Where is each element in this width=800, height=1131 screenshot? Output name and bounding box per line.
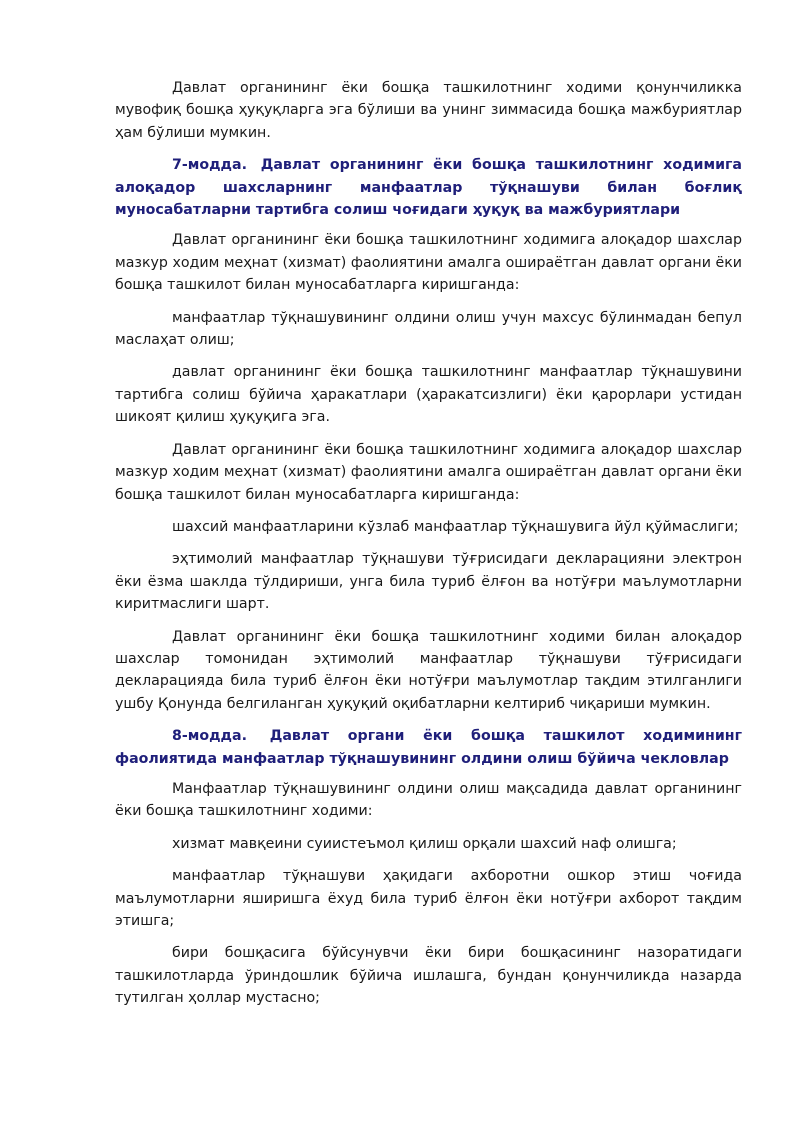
paragraph-4: манфаатлар тўқнашувининг олдини олиш учун махсус бўлинмадан бепул маслаҳат олиш;: [115, 309, 742, 349]
paragraph-3: Давлат органининг ёки бошқа ташкилотнинг ходимига алоқадор шахслар мазкур ходим меҳнат (хизмат) фаолиятини амалга ошираётган давлат органи ёки бошқа ташкилот билан муносабатларга киришганда:: [115, 232, 742, 294]
article-8-heading: [115, 725, 742, 770]
article-7-title: Давлат органининг ёки бошқа ташкилотнинг ходимига алоқадор шахсларнинг манфаатлар тўқнашуви билан боғлиқ муносабатларни тартибга солиш чоғидаги ҳуқуқ ва мажбуриятлари: [115, 157, 742, 219]
paragraph-5: давлат органининг ёки бошқа ташкилотнинг манфаатлар тўқнашувини тартибга солиш бўйича ҳаракатлари (ҳаракатсизлиги) ёки қарорлари устидан шикоят қилиш ҳуқуқига эга.: [115, 364, 742, 426]
paragraph-12: хизмат мавқеини суиистеъмол қилиш орқали шахсий наф олишга;: [172, 835, 677, 852]
paragraph-14: бири бошқасига бўйсунувчи ёки бири бошқасининг назоратидаги ташкилотларда ўриндошлик бўйича ишлашга, бундан қонунчиликда назарда тутилган ҳоллар мустасно;: [115, 945, 742, 1007]
paragraph-1: Давлат органининг ёки бошқа ташкилотнинг ходими қонунчиликка мувофиқ бошқа ҳуқуқларга эга бўлиши ва унинг зиммасида бошқа мажбуриятлар ҳам бўлиши мумкин.: [115, 80, 742, 141]
article-8-number: 8-модда.: [172, 728, 247, 745]
document-page: [115, 77, 742, 1020]
paragraph-6: Давлат органининг ёки бошқа ташкилотнинг ходимига алоқадор шахслар мазкур ходим меҳнат (хизмат) фаолиятини амалга ошираётган давлат органи ёки бошқа ташкилот билан муносабатларга киришганда:: [115, 441, 742, 503]
article-7-number: 7-модда.: [172, 157, 247, 174]
paragraph-11: Манфаатлар тўқнашувининг олдини олиш мақсадида давлат органининг ёки бошқа ташкилотнинг ходими:: [115, 780, 742, 820]
article-8-title: Давлат органи ёки бошқа ташкилот ходимининг фаолиятида манфаатлар тўқнашувининг олдини олиш бўйича чекловлар: [115, 728, 742, 767]
paragraph-7: шахсий манфаатларини кўзлаб манфаатлар тўқнашувига йўл қўймаслиги;: [172, 518, 739, 535]
paragraph-9: Давлат органининг ёки бошқа ташкилотнинг ходими билан алоқадор шахслар томонидан эҳтимолий манфаатлар тўқнашуви тўғрисидаги декларацияда била туриб ёлғон ёки нотўғри маълумотлар тақдим этилганлиги ушбу Қонунда белгиланган ҳуқуқий оқибатларни келтириб чиқариши мумкин.: [115, 628, 742, 712]
article-7-heading: [115, 154, 742, 221]
paragraph-8: эҳтимолий манфаатлар тўқнашуви тўғрисидаги декларацияни электрон ёки ёзма шаклда тўлдириши, унга била туриб ёлғон ва нотўғри маълумотларни киритмаслиги шарт.: [115, 551, 742, 613]
paragraph-13: манфаатлар тўқнашуви ҳақидаги ахборотни ошкор этиш чоғида маълумотларни яширишга ёхуд била туриб ёлғон ёки нотўғри ахборот тақдим этишга;: [115, 868, 742, 929]
